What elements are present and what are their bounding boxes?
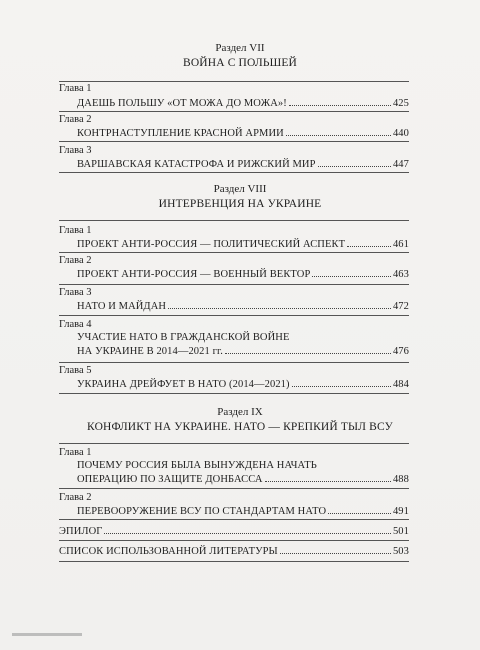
page-number: 447: [392, 159, 409, 170]
page-number: 472: [392, 301, 409, 312]
divider: [59, 443, 409, 444]
chapter-label: Глава 2: [59, 114, 92, 125]
dot-leader: [289, 96, 391, 106]
divider: [59, 488, 409, 489]
divider: [59, 81, 409, 82]
page-number: 476: [392, 346, 409, 357]
section-number: Раздел VIII: [213, 183, 267, 195]
divider: [59, 540, 409, 541]
dot-leader: [328, 504, 391, 514]
dot-leader: [312, 267, 391, 277]
page-number: 491: [392, 506, 409, 517]
divider: [59, 220, 409, 221]
toc-entry[interactable]: [77, 267, 409, 281]
page-number: 440: [392, 128, 409, 139]
section-title: КОНФЛИКТ НА УКРАИНЕ. НАТО — КРЕПКИЙ ТЫЛ ВСУ: [87, 421, 393, 433]
toc-entry[interactable]: [77, 126, 409, 140]
entry-title: ПРОЕКТ АНТИ-РОССИЯ — ПОЛИТИЧЕСКИЙ АСПЕКТ: [77, 239, 346, 250]
toc-entry[interactable]: [77, 299, 409, 313]
dot-leader: [318, 157, 391, 167]
entry-title: КОНТРНАСТУПЛЕНИЕ КРАСНОЙ АРМИИ: [77, 128, 284, 139]
entry-title: ПЕРЕВООРУЖЕНИЕ ВСУ ПО СТАНДАРТАМ НАТО: [77, 506, 327, 517]
page-number: 425: [392, 98, 409, 109]
section-header: [0, 42, 480, 70]
dot-leader: [265, 472, 391, 482]
page-number: 463: [392, 269, 409, 280]
toc-entry-bibliography[interactable]: [59, 544, 409, 558]
dot-leader: [280, 544, 391, 554]
entry-title: ЭПИЛОГ: [59, 526, 103, 537]
chapter-label: Глава 1: [59, 83, 92, 94]
page-number: 501: [392, 526, 409, 537]
toc-entry[interactable]: [77, 331, 409, 358]
scan-edge-mark: [12, 633, 82, 636]
section-title: ИНТЕРВЕНЦИЯ НА УКРАИНЕ: [158, 198, 322, 210]
divider: [59, 141, 409, 142]
entry-title: УЧАСТИЕ НАТО В ГРАЖДАНСКОЙ ВОЙНЕ: [77, 332, 290, 343]
dot-leader: [286, 126, 391, 136]
divider: [59, 284, 409, 285]
page-number: 484: [392, 379, 409, 390]
divider: [59, 252, 409, 253]
dot-leader: [104, 524, 390, 534]
chapter-label: Глава 4: [59, 319, 92, 330]
section-number: Раздел VII: [215, 42, 265, 54]
entry-title: СПИСОК ИСПОЛЬЗОВАННОЙ ЛИТЕРАТУРЫ: [59, 546, 278, 557]
divider: [59, 519, 409, 520]
dot-leader: [168, 299, 391, 309]
entry-title: ДАЕШЬ ПОЛЬШУ «ОТ МОЖА ДО МОЖА»!: [77, 98, 287, 109]
section-title: ВОЙНА С ПОЛЬШЕЙ: [183, 57, 297, 69]
section-number: Раздел IX: [217, 406, 263, 418]
divider: [59, 362, 409, 363]
entry-title-cont: ОПЕРАЦИЮ ПО ЗАЩИТЕ ДОНБАССА: [77, 474, 263, 485]
dot-leader: [225, 344, 391, 354]
page-number: 488: [392, 474, 409, 485]
entry-title: УКРАИНА ДРЕЙФУЕТ В НАТО (2014—2021): [77, 379, 290, 390]
page-number: 503: [392, 546, 409, 557]
divider: [59, 111, 409, 112]
entry-title: НАТО И МАЙДАН: [77, 301, 167, 312]
entry-title-cont: НА УКРАИНЕ В 2014—2021 гг.: [77, 346, 223, 357]
divider: [59, 561, 409, 562]
entry-title: ПРОЕКТ АНТИ-РОССИЯ — ВОЕННЫЙ ВЕКТОР: [77, 269, 311, 280]
chapter-label: Глава 5: [59, 365, 92, 376]
toc-entry[interactable]: [77, 377, 409, 391]
entry-title: ПОЧЕМУ РОССИЯ БЫЛА ВЫНУЖДЕНА НАЧАТЬ: [77, 460, 317, 471]
divider: [59, 393, 409, 394]
toc-entry-epilogue[interactable]: [59, 524, 409, 538]
chapter-label: Глава 2: [59, 255, 92, 266]
chapter-label: Глава 3: [59, 145, 92, 156]
divider: [59, 172, 409, 173]
chapter-label: Глава 2: [59, 492, 92, 503]
page-number: 461: [392, 239, 409, 250]
toc-entry[interactable]: [77, 459, 409, 486]
toc-entry[interactable]: [77, 157, 409, 171]
chapter-label: Глава 1: [59, 225, 92, 236]
chapter-label: Глава 1: [59, 447, 92, 458]
toc-entry[interactable]: [77, 237, 409, 251]
toc-entry[interactable]: [77, 504, 409, 518]
dot-leader: [292, 377, 391, 387]
toc-entry[interactable]: [77, 96, 409, 110]
section-header: [0, 406, 480, 434]
divider: [59, 315, 409, 316]
dot-leader: [347, 237, 391, 247]
section-header: [0, 183, 480, 211]
entry-title: ВАРШАВСКАЯ КАТАСТРОФА И РИЖСКИЙ МИР: [77, 159, 316, 170]
chapter-label: Глава 3: [59, 287, 92, 298]
